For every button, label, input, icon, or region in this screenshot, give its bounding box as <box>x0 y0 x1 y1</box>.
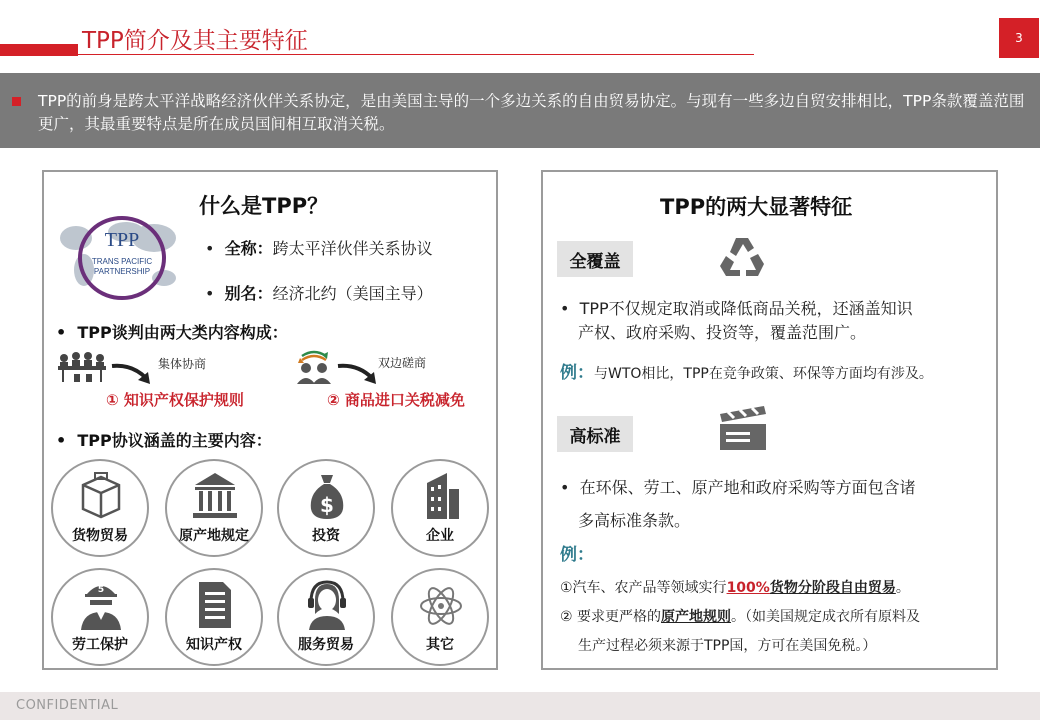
recycle-icon <box>716 234 768 284</box>
bullet-icon: • <box>56 431 78 450</box>
example-2: ② 要求更严格的原产地规则。（如美国规定成衣所有原料及 <box>560 609 921 625</box>
intro-bullet-icon <box>12 97 21 106</box>
feature1-example <box>560 358 933 383</box>
coverage-label: 原产地规定 <box>179 528 249 544</box>
bullet-icon: • <box>205 239 225 258</box>
curved-arrow-icon <box>336 360 380 386</box>
building-icon <box>417 469 465 523</box>
coverage-label: 投资 <box>312 528 340 544</box>
tariff-reduction-item: ② 商品进口关税减免 <box>327 391 465 409</box>
feature1-line1: • TPP不仅规定取消或降低商品关税，还涵盖知识 <box>560 299 913 318</box>
coverage-label: 知识产权 <box>186 637 242 653</box>
example-label: 例： <box>560 545 594 565</box>
svg-text:$: $ <box>320 493 334 517</box>
example-label: 例： <box>560 363 594 383</box>
bilateral-mode-label: 双边磋商 <box>378 356 427 370</box>
coverage-goods-trade <box>51 459 149 557</box>
atom-icon <box>417 578 465 632</box>
bullet-icon: • <box>560 299 580 318</box>
footer-confidential: CONFIDENTIAL <box>16 698 119 713</box>
coverage-services-trade <box>277 568 375 666</box>
page-title: TPP简介及其主要特征 <box>82 28 308 54</box>
svg-text:TRANS PACIFIC: TRANS PACIFIC <box>91 257 153 266</box>
bilateral-talks-icon <box>294 350 334 384</box>
header-accent-bar <box>0 44 78 56</box>
headset-agent-icon <box>303 578 351 632</box>
alias-row <box>205 281 433 304</box>
highlight-rules-of-origin: 原产地规则 <box>661 609 732 625</box>
page-number: 3 <box>999 18 1039 58</box>
svg-text:5: 5 <box>97 585 105 595</box>
svg-text:TPP: TPP <box>104 229 140 251</box>
alias-label: 别名： <box>224 284 273 303</box>
example-2-line2: 生产过程必须来源于TPP国，方可在美国免税。） <box>578 638 877 654</box>
bullet-icon: • <box>56 323 78 342</box>
high-standard-tag: 高标准 <box>557 416 633 452</box>
highlight-100-percent: 100% <box>726 580 770 596</box>
bullet-icon: • <box>560 478 580 497</box>
collective-mode-label: 集体协商 <box>158 357 207 371</box>
footer-band <box>0 692 1040 720</box>
example-text: 与WTO相比，TPP在竞争政策、环保等方面均有涉及。 <box>594 366 933 382</box>
fullname-label: 全称： <box>224 239 273 258</box>
box-icon <box>77 469 125 523</box>
bullet-icon: • <box>205 284 225 303</box>
coverage-label: 企业 <box>426 528 454 544</box>
feature2-line1: • 在环保、劳工、原产地和政府采购等方面包含诸 <box>560 478 916 497</box>
coverage-heading: • TPP协议涵盖的主要内容： <box>56 431 272 450</box>
alias-value: 经济北约（美国主导） <box>272 284 433 303</box>
clapperboard-icon <box>716 404 770 452</box>
coverage-labor-protection <box>51 568 149 666</box>
highlight-phased-free-trade: 货物分阶段自由贸易 <box>769 580 896 596</box>
svg-text:PARTNERSHIP: PARTNERSHIP <box>93 267 151 276</box>
feature1-line2: 产权、政府采购、投资等，覆盖范围广。 <box>578 323 867 342</box>
example-1: ①汽车、农产品等领域实行100%货物分阶段自由贸易。 <box>560 580 910 596</box>
coverage-intellectual-property <box>165 568 263 666</box>
tpp-logo <box>56 208 188 302</box>
curved-arrow-icon <box>110 360 154 386</box>
feature2-line2: 多高标准条款。 <box>578 511 691 530</box>
document-icon <box>191 578 239 632</box>
money-bag-icon <box>303 469 351 523</box>
composition-heading: • TPP谈判由两大类内容构成： <box>56 323 288 342</box>
coverage-label: 其它 <box>426 637 454 653</box>
what-is-tpp-title: 什么是TPP？ <box>199 194 329 218</box>
coverage-label: 服务贸易 <box>298 637 354 653</box>
coverage-enterprise <box>391 459 489 557</box>
meeting-icon <box>54 348 110 384</box>
intro-text: TPP的前身是跨太平洋战略经济伙伴关系协定，是由美国主导的一个多边关系的自由贸易协定。与现有一些多边自贸安排相比，TPP条款覆盖范围更广，其最重要特点是所在成员国间相互取消关税。 <box>38 92 1025 133</box>
ip-rules-item: ① 知识产权保护规则 <box>106 391 244 409</box>
worker-icon <box>77 578 125 632</box>
coverage-label: 货物贸易 <box>72 528 128 544</box>
fullname-value: 跨太平洋伙伴关系协议 <box>272 239 433 258</box>
bank-icon <box>191 469 239 523</box>
full-coverage-tag: 全覆盖 <box>557 241 633 277</box>
coverage-label: 劳工保护 <box>72 637 128 653</box>
two-features-title: TPP的两大显著特征 <box>660 195 853 219</box>
coverage-others <box>391 568 489 666</box>
coverage-investment <box>277 459 375 557</box>
coverage-rules-of-origin <box>165 459 263 557</box>
fullname-row <box>205 236 433 259</box>
